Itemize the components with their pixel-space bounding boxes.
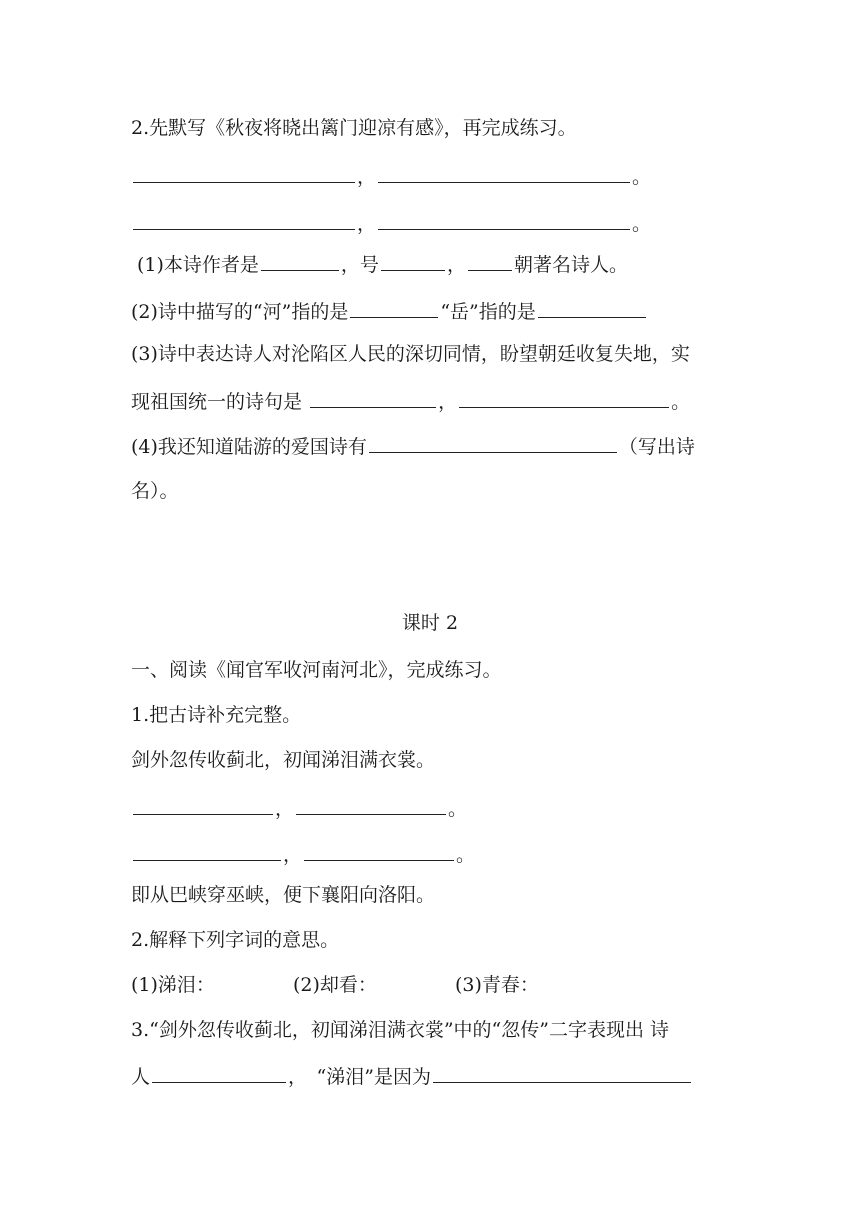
answer-blank[interactable] [261,248,339,271]
answer-blank[interactable] [468,248,512,271]
sub-question-3-line-2 [131,385,690,415]
sub-question-1 [137,248,628,278]
question-3-line-2 [131,1060,693,1090]
sub-question-4-line-2: 名）。 [131,480,179,502]
question-1-title: 1.把古诗补充完整。 [131,704,302,726]
text: ， “涕泪”是因为 [288,1066,431,1088]
question-2-title: 2.先默写《秋夜将晓出篱门迎凉有感》，再完成练习。 [131,117,577,139]
question-2-vocab-title: 2.解释下列字词的意思。 [131,929,340,951]
dictation-row-1 [131,160,651,190]
answer-blank[interactable] [133,792,273,815]
vocab-item-2: (2)却看： [293,974,377,996]
text: 人 [131,1066,151,1088]
answer-blank[interactable] [310,385,436,408]
answer-blank[interactable] [304,838,454,861]
answer-blank[interactable] [381,248,445,271]
comma: ， [275,798,295,820]
answer-blank[interactable] [133,207,355,230]
answer-blank[interactable] [152,1060,286,1083]
lesson-heading: 课时 2 [401,612,459,634]
period: 。 [632,213,652,235]
answer-blank[interactable] [378,160,630,183]
answer-blank[interactable] [296,792,446,815]
text: 现祖国统一的诗句是 [131,391,303,413]
text: ， [438,391,458,413]
answer-blank[interactable] [350,295,438,318]
vocab-item-1: (1)涕泪： [131,974,215,996]
sub-question-4 [131,430,695,460]
poem-line-4: 即从巴峡穿巫峡，便下襄阳向洛阳。 [131,884,436,906]
text: ， [446,254,466,276]
text: (2)诗中描写的“河”指的是 [131,301,349,323]
text: （写出诗 [618,436,695,458]
answer-blank[interactable] [133,160,355,183]
comma: ， [357,213,377,235]
poem-blank-row-1 [131,792,467,822]
text: ，号 [340,254,379,276]
vocab-items [131,970,539,1000]
text: 朝著名诗人。 [513,254,628,276]
poem-line-1: 剑外忽传收蓟北，初闻涕泪满衣裳。 [131,749,436,771]
answer-blank[interactable] [369,430,617,453]
period: 。 [632,166,652,188]
answer-blank[interactable] [538,295,646,318]
answer-blank[interactable] [133,838,281,861]
comma: ， [357,166,377,188]
text: (4)我还知道陆游的爱国诗有 [131,436,367,458]
sub-question-2 [131,295,648,325]
answer-blank[interactable] [459,385,669,408]
vocab-item-3: (3)青春： [455,974,539,996]
period: 。 [456,844,476,866]
section-title: 一、阅读《闻官军收河南河北》，完成练习。 [131,659,502,681]
comma: ， [283,844,303,866]
dictation-row-2 [131,207,651,237]
text: (1)本诗作者是 [137,254,259,276]
answer-blank[interactable] [378,207,630,230]
period: 。 [448,798,468,820]
poem-blank-row-2 [131,838,475,868]
question-3-line-1: 3.“剑外忽传收蓟北，初闻涕泪满衣裳”中的“忽传”二字表现出 诗 [131,1019,670,1041]
answer-blank[interactable] [433,1060,691,1083]
sub-question-3-line-1: (3)诗中表达诗人对沦陷区人民的深切同情，盼望朝廷收复失地，实 [131,343,690,365]
text: “岳”指的是 [440,301,536,323]
text: 。 [671,391,691,413]
